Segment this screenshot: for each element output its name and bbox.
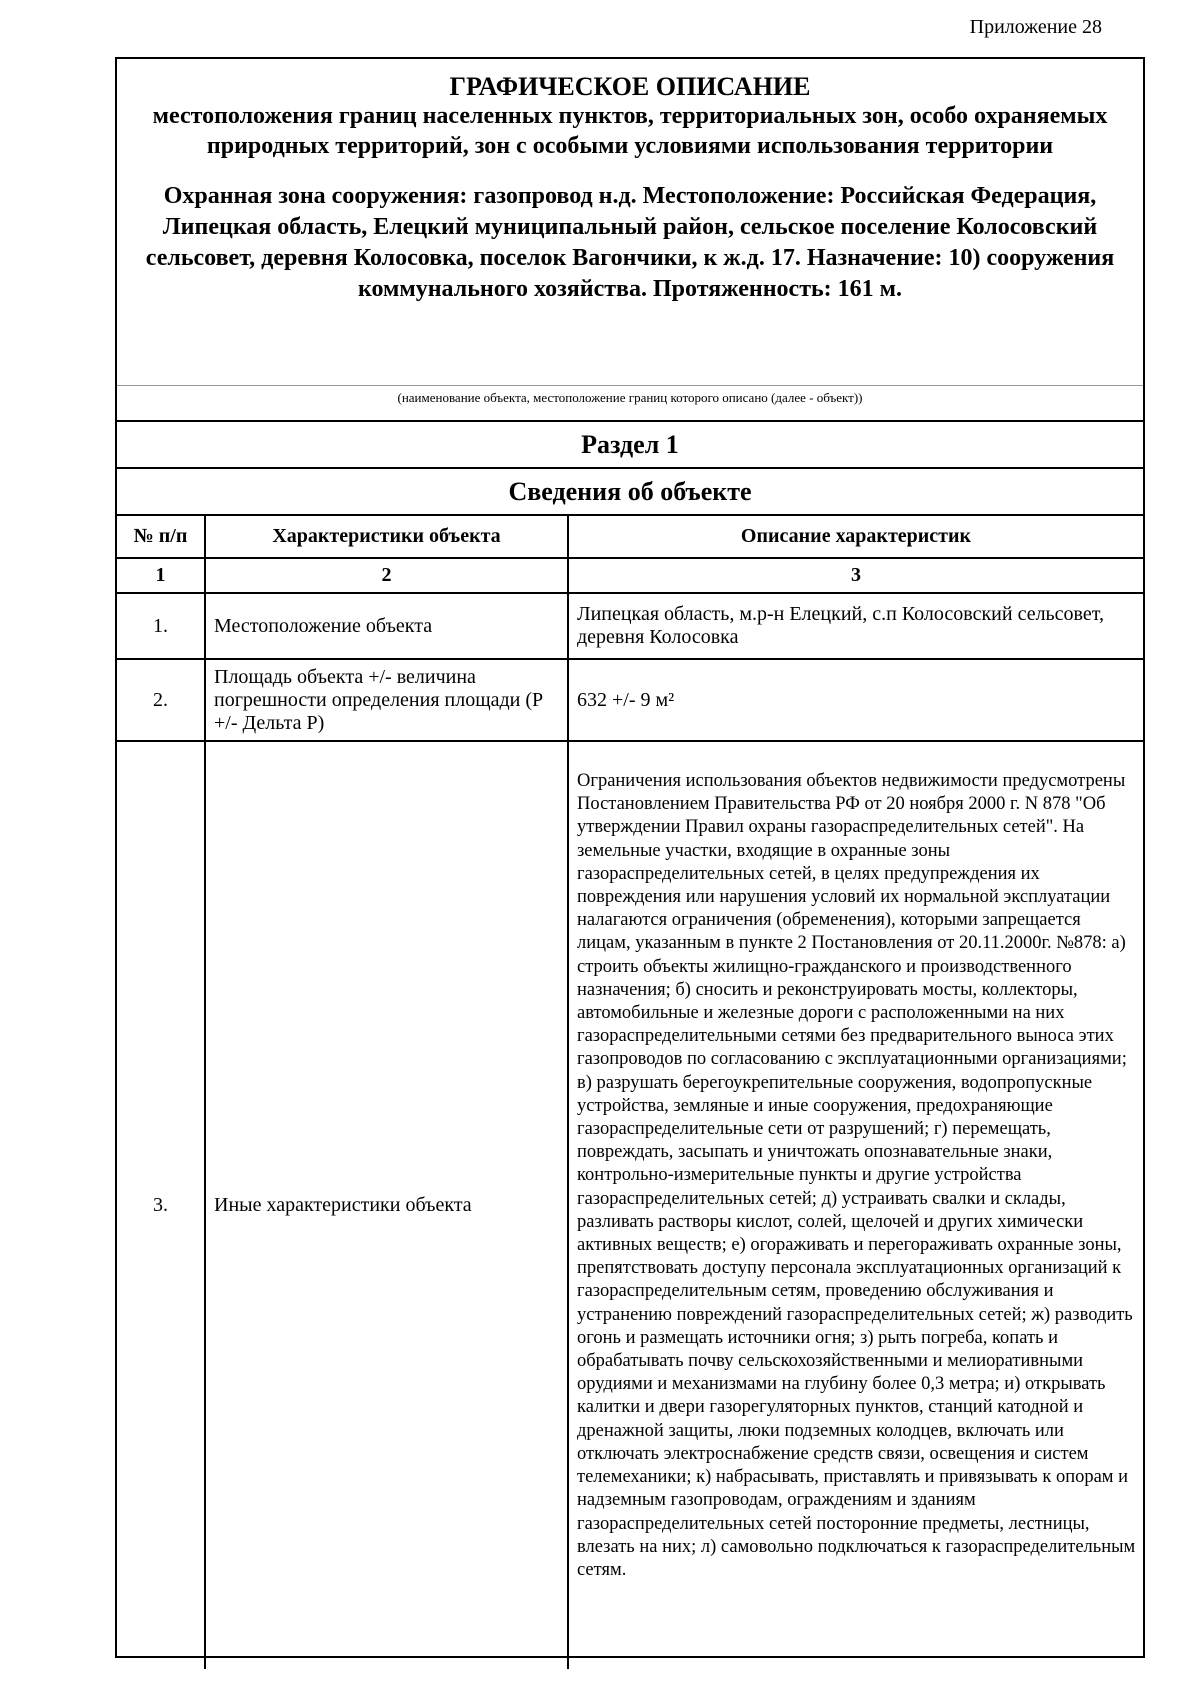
header-num: № п/п bbox=[117, 516, 205, 558]
object-caption: (наименование объекта, местоположение границ которого описано (далее - объект)) bbox=[397, 390, 863, 405]
row-characteristic: Площадь объекта +/- величина погрешности определения площади (P +/- Дельта P) bbox=[205, 659, 568, 741]
table-row bbox=[117, 659, 1143, 741]
column-number-3: 3 bbox=[568, 558, 1143, 593]
document-subtitle: местоположения границ населенных пунктов, территориальных зон, особо охраняемых природных территорий, зон с особыми условиями использования территории bbox=[152, 103, 1108, 159]
column-number-2: 2 bbox=[205, 558, 568, 593]
row-characteristic: Иные характеристики объекта bbox=[205, 741, 568, 1669]
section-subtitle: Сведения об объекте bbox=[117, 469, 1143, 516]
row-number: 2. bbox=[117, 659, 205, 741]
header-characteristic: Характеристики объекта bbox=[205, 516, 568, 558]
table-row bbox=[117, 593, 1143, 659]
table-row bbox=[117, 741, 1143, 1669]
document-header bbox=[117, 59, 1143, 422]
row-number: 3. bbox=[117, 741, 205, 1669]
document-sheet bbox=[115, 57, 1145, 1658]
row-characteristic: Местоположение объекта bbox=[205, 593, 568, 659]
row-description: 632 +/- 9 м² bbox=[568, 659, 1143, 741]
object-name: Охранная зона сооружения: газопровод н.д. Местоположение: Российская Федерация, Липецкая область, Елецкий муниципальный район, сельское поселение Колосовский сельсовет, деревня Колосовка, поселок Вагончики, к ж.д. 17. Назначение: 10) сооружения коммунального хозяйства. Протяженность: 161 м. bbox=[145, 183, 1115, 302]
header-description: Описание характеристик bbox=[568, 516, 1143, 558]
caption-divider bbox=[117, 385, 1143, 386]
document-title: ГРАФИЧЕСКОЕ ОПИСАНИЕ bbox=[449, 72, 811, 101]
column-number-1: 1 bbox=[117, 558, 205, 593]
appendix-label: Приложение 28 bbox=[969, 16, 1102, 38]
row-number: 1. bbox=[117, 593, 205, 659]
section-title: Раздел 1 bbox=[117, 422, 1143, 469]
object-info-table bbox=[117, 516, 1143, 1669]
table-header-row bbox=[117, 516, 1143, 558]
row-description: Липецкая область, м.р-н Елецкий, с.п Колосовский сельсовет, деревня Колосовка bbox=[568, 593, 1143, 659]
column-number-row bbox=[117, 558, 1143, 593]
row-description: Ограничения использования объектов недвижимости предусмотрены Постановлением Правительства РФ от 20 ноября 2000 г. N 878 "Об утверждении Правил охраны газораспределительных сетей". На земельные участки, входящие в охранные зоны газораспределительных сетей, в целях предупреждения их повреждения или нарушения условий их нормальной эксплуатации налагаются ограничения (обременения), которыми запрещается лицам, указанным в пункте 2 Постановления от 20.11.2000г. №878: а) строить объекты жилищно-гражданского и производственного назначения; б) сносить и реконструировать мосты, коллекторы, автомобильные и железные дороги с расположенными на них газораспределительными сетями без предварительного выноса этих газопроводов по согласованию с эксплуатационными организациями; в) разрушать берегоукрепительные сооружения, водопропускные устройства, земляные и иные сооружения, предохраняющие газораспределительные сети от разрушений; г) перемещать, повреждать, засыпать и уничтожать опознавательные знаки, контрольно-измерительные пункты и другие устройства газораспределительных сетей; д) устраивать свалки и склады, разливать растворы кислот, солей, щелочей и других химически активных веществ; е) огораживать и перегораживать охранные зоны, препятствовать доступу персонала эксплуатационных организаций к газораспределительным сетям, проведению обслуживания и устранению повреждений газораспределительных сетей; ж) разводить огонь и размещать источники огня; з) рыть погреба, копать и обрабатывать почву сельскохозяйственными и мелиоративными орудиями и механизмами на глубину более 0,3 метра; и) открывать калитки и двери газорегуляторных пунктов, станций катодной и дренажной защиты, люки подземных колодцев, включать или отключать электроснабжение средств связи, освещения и систем телемеханики; к) набрасывать, приставлять и привязывать к опорам и надземным газопроводам, ограждениям и зданиям газораспределительных сетей посторонние предметы, лестницы, влезать на них; л) самовольно подключаться к газораспределительным сетям. bbox=[568, 741, 1143, 1669]
